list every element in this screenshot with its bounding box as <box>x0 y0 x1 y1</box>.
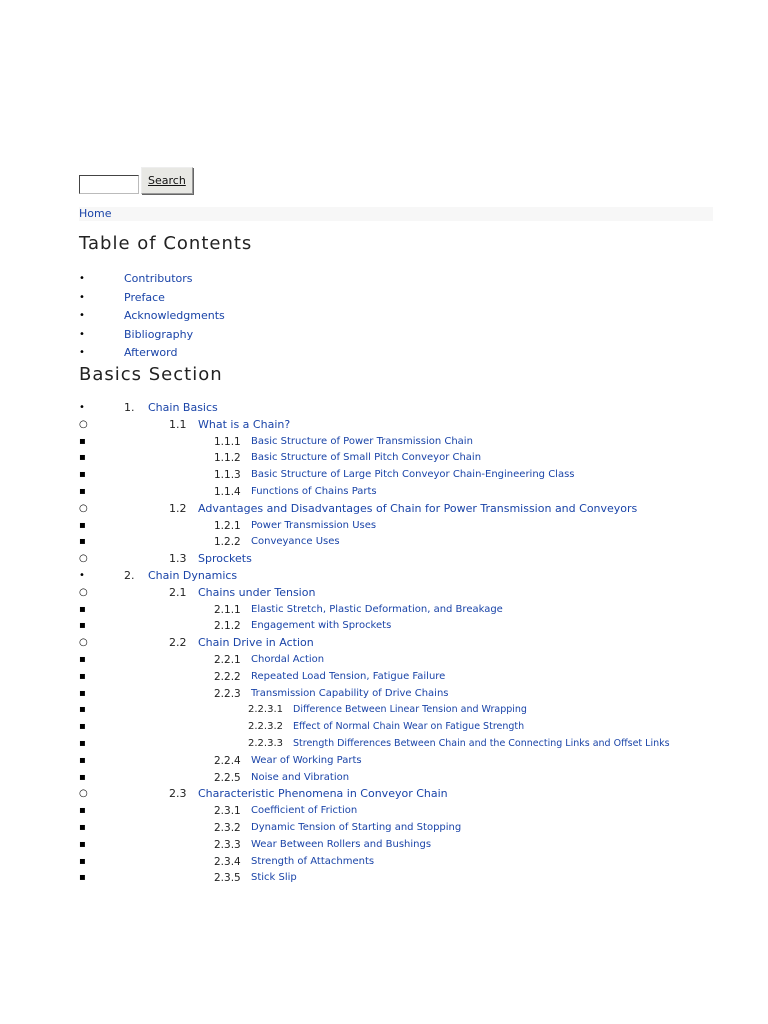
item-number: 2.1.1 <box>214 603 241 616</box>
item-number: 1.1.3 <box>214 469 241 482</box>
bullet-square-icon: ▪ <box>79 704 86 716</box>
item-number: 2.1 <box>169 585 187 599</box>
outline-link[interactable]: Engagement with Sprockets <box>251 620 392 632</box>
toc-title: Table of Contents <box>79 233 253 254</box>
item-number: 2.2 <box>169 636 187 650</box>
outline-link[interactable]: Noise and Vibration <box>251 771 350 783</box>
item-number: 2.3.4 <box>214 855 241 868</box>
outline-link[interactable]: Basic Structure of Power Transmission Chain <box>251 435 473 447</box>
outline-link[interactable]: Chain Drive in Action <box>198 636 314 650</box>
item-number: 2.1.2 <box>214 620 241 633</box>
bullet-square-icon: ▪ <box>79 771 86 783</box>
bullet-disc-icon: • <box>79 328 85 340</box>
bullet-disc-icon: • <box>79 402 85 413</box>
item-number: 1. <box>124 401 135 414</box>
bullet-square-icon: ▪ <box>79 670 86 682</box>
item-number: 2.3.1 <box>214 805 241 818</box>
item-number: 1.1 <box>169 417 187 431</box>
bullet-circle-icon: ○ <box>79 418 88 430</box>
bullet-square-icon: ▪ <box>79 485 86 497</box>
outline-link[interactable]: Strength of Attachments <box>251 855 375 867</box>
outline-link[interactable]: Transmission Capability of Drive Chains <box>251 687 449 699</box>
outline-link[interactable]: Dynamic Tension of Starting and Stopping <box>251 821 462 833</box>
bullet-square-icon: ▪ <box>79 737 86 749</box>
item-number: 1.1.1 <box>214 435 241 448</box>
bullet-disc-icon: • <box>79 291 85 303</box>
search-button[interactable] <box>141 167 193 194</box>
bullet-circle-icon: ○ <box>79 553 88 565</box>
item-number: 1.1.2 <box>214 452 241 465</box>
breadcrumb <box>79 207 713 221</box>
bullet-square-icon: ▪ <box>79 721 86 733</box>
bullet-square-icon: ▪ <box>79 620 86 632</box>
outline-link[interactable]: Chain Basics <box>148 401 218 414</box>
bullet-square-icon: ▪ <box>79 687 86 699</box>
bullet-square-icon: ▪ <box>79 452 86 464</box>
bullet-square-icon: ▪ <box>79 855 86 867</box>
toc-link[interactable]: Bibliography <box>124 327 194 341</box>
breadcrumb-home-link[interactable]: Home <box>79 207 112 220</box>
outline-link[interactable]: Basic Structure of Large Pitch Conveyor Chain-Engineering Class <box>251 469 575 481</box>
item-number: 2.2.4 <box>214 754 241 767</box>
bullet-square-icon: ▪ <box>79 754 86 766</box>
outline-link[interactable]: Functions of Chains Parts <box>251 485 377 497</box>
item-number: 2.2.3 <box>214 687 241 700</box>
bullet-disc-icon: • <box>79 273 85 284</box>
outline-link[interactable]: Basic Structure of Small Pitch Conveyor Chain <box>251 452 482 464</box>
outline-link[interactable]: Wear of Working Parts <box>251 754 362 766</box>
item-number: 2.3.2 <box>214 821 241 834</box>
outline-link[interactable]: Sprockets <box>198 552 252 566</box>
outline-link[interactable]: Repeated Load Tension, Fatigue Failure <box>251 670 446 682</box>
outline-link[interactable]: Advantages and Disadvantages of Chain for Power Transmission and Conveyors <box>198 501 638 515</box>
bullet-disc-icon: • <box>79 569 85 581</box>
outline-link[interactable]: Power Transmission Uses <box>251 519 377 531</box>
outline-link[interactable]: Characteristic Phenomena in Conveyor Chain <box>198 787 448 801</box>
bullet-square-icon: ▪ <box>79 838 86 850</box>
bullet-circle-icon: ○ <box>79 502 88 514</box>
toc-link[interactable]: Afterword <box>124 346 178 359</box>
item-number: 2.2.2 <box>214 670 241 683</box>
outline-link[interactable]: What is a Chain? <box>198 417 291 431</box>
outline-link[interactable]: Strength Differences Between Chain and the Connecting Links and Offset Links <box>293 737 670 749</box>
outline-link[interactable]: Chain Dynamics <box>148 568 238 582</box>
item-number: 2.2.3.1 <box>248 704 283 716</box>
toc-link[interactable]: Acknowledgments <box>124 309 225 322</box>
bullet-square-icon: ▪ <box>79 519 86 531</box>
outline-link[interactable]: Difference Between Linear Tension and Wrapping <box>293 704 527 716</box>
bullet-circle-icon: ○ <box>79 788 88 800</box>
bullet-disc-icon: • <box>79 347 85 358</box>
outline-link[interactable]: Conveyance Uses <box>251 536 340 548</box>
bullet-square-icon: ▪ <box>79 653 86 665</box>
item-number: 1.2 <box>169 501 187 515</box>
bullet-square-icon: ▪ <box>79 872 86 884</box>
bullet-disc-icon: • <box>79 310 85 321</box>
bullet-square-icon: ▪ <box>79 435 86 447</box>
bullet-square-icon: ▪ <box>79 469 86 481</box>
item-number: 2.2.3.3 <box>248 737 283 749</box>
item-number: 1.2.2 <box>214 536 241 549</box>
item-number: 2.2.5 <box>214 771 241 784</box>
outline-link[interactable]: Wear Between Rollers and Bushings <box>251 838 432 850</box>
toc-link[interactable]: Contributors <box>124 272 193 285</box>
bullet-square-icon: ▪ <box>79 536 86 548</box>
basics-section-title: Basics Section <box>79 364 223 385</box>
bullet-square-icon: ▪ <box>79 805 86 817</box>
bullet-circle-icon: ○ <box>79 586 88 598</box>
bullet-square-icon: ▪ <box>79 603 86 615</box>
outline-link[interactable]: Effect of Normal Chain Wear on Fatigue Strength <box>293 721 525 733</box>
item-number: 2.3.5 <box>214 872 241 885</box>
item-number: 2.2.3.2 <box>248 721 283 733</box>
outline-link[interactable]: Stick Slip <box>251 872 297 884</box>
bullet-square-icon: ▪ <box>79 821 86 833</box>
search-bar <box>79 167 193 194</box>
item-number: 1.3 <box>169 552 187 566</box>
toc-link[interactable]: Preface <box>124 290 165 304</box>
search-button-label: Search <box>148 174 186 187</box>
bullet-circle-icon: ○ <box>79 637 88 649</box>
item-number: 2. <box>124 568 135 582</box>
item-number: 1.1.4 <box>214 485 241 498</box>
item-number: 2.2.1 <box>214 653 241 666</box>
item-number: 1.2.1 <box>214 519 241 532</box>
item-number: 2.3.3 <box>214 838 241 851</box>
outline-link[interactable]: Elastic Stretch, Plastic Deformation, and Breakage <box>251 603 503 615</box>
outline-link[interactable]: Chains under Tension <box>198 585 316 599</box>
outline-link[interactable]: Chordal Action <box>251 653 325 665</box>
item-number: 2.3 <box>169 787 187 801</box>
outline-link[interactable]: Coefficient of Friction <box>251 805 358 817</box>
search-input[interactable] <box>79 175 139 194</box>
